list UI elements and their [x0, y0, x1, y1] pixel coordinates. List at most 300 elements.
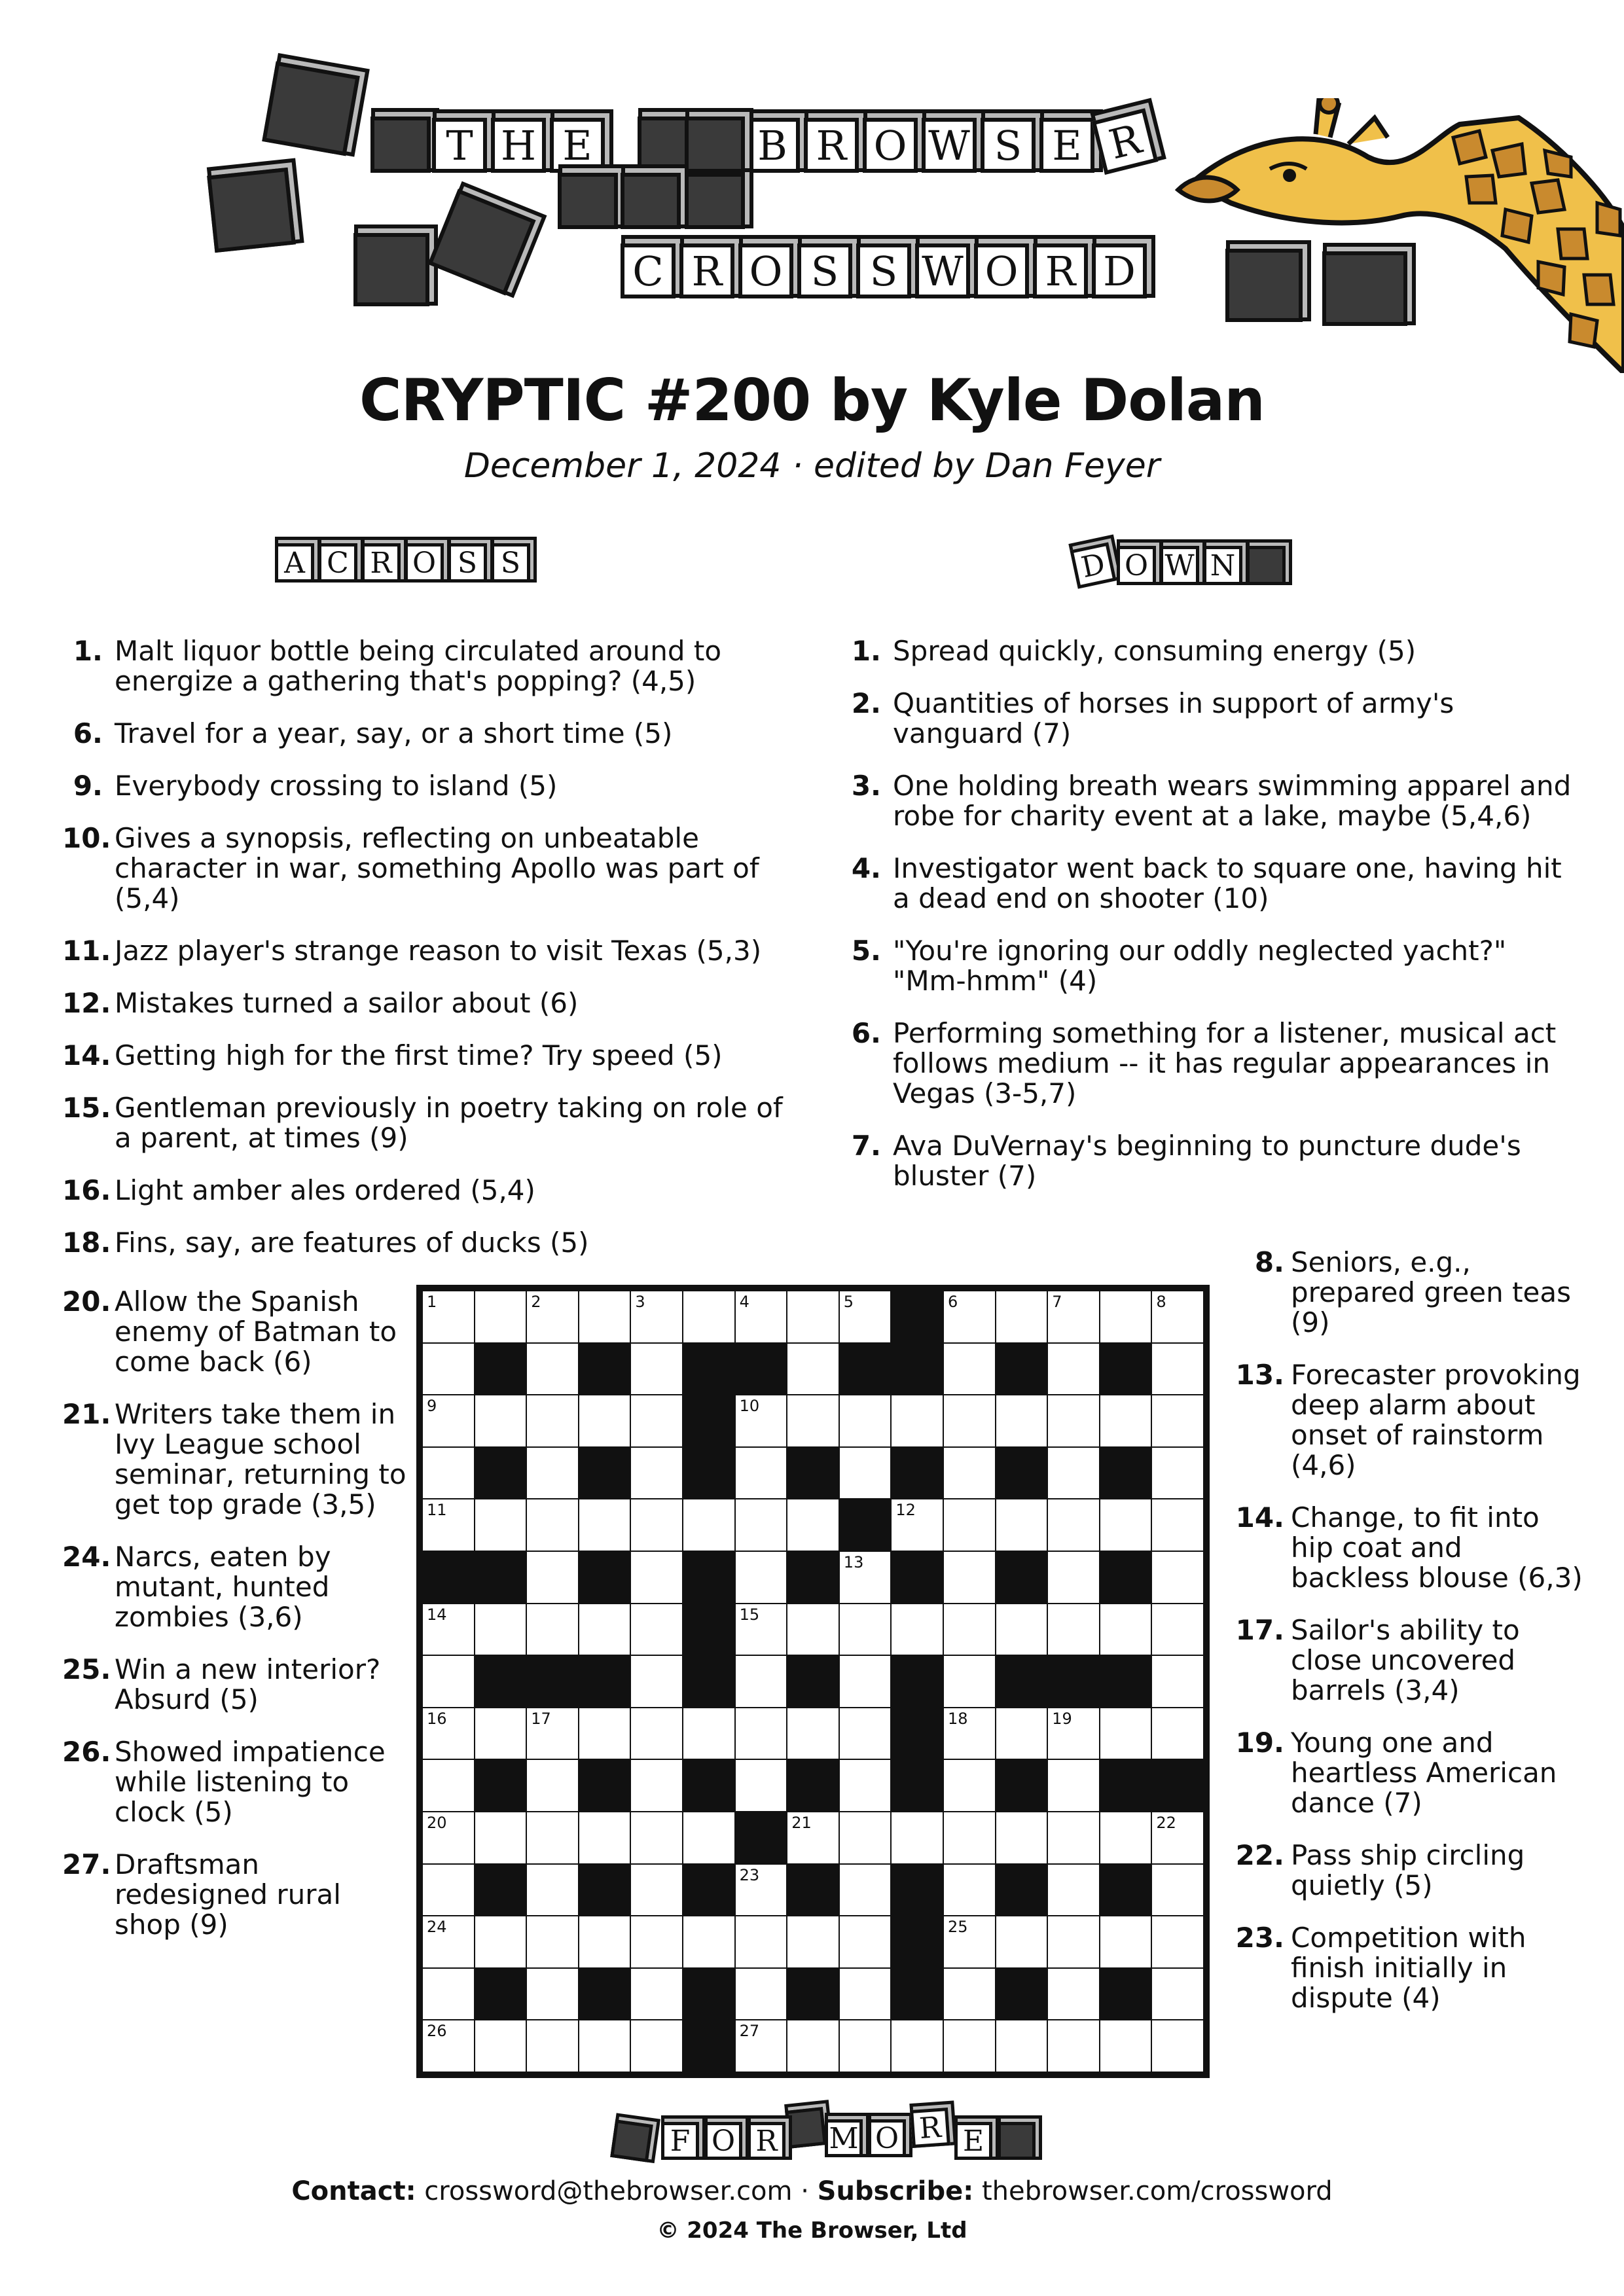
grid-cell[interactable]: [1152, 1656, 1203, 1707]
grid-cell[interactable]: [840, 1291, 891, 1342]
subscribe-link[interactable]: thebrowser.com/crossword: [982, 2176, 1333, 2206]
grid-block: [683, 1604, 734, 1655]
cell-number: 9: [427, 1397, 437, 1416]
grid-cell[interactable]: [579, 1708, 630, 1759]
grid-cell[interactable]: [1100, 1395, 1151, 1446]
grid-cell[interactable]: [1100, 1499, 1151, 1551]
clue-text: One holding breath wears swimming apparel and robe for charity event at a lake, maybe (5,4,6): [893, 770, 1572, 832]
grid-cell[interactable]: [1152, 1604, 1203, 1655]
grid-cell[interactable]: [944, 1812, 995, 1863]
grid-cell[interactable]: [892, 1604, 943, 1655]
clue-item: [62, 988, 802, 1018]
grid-cell[interactable]: [892, 1499, 943, 1551]
grid-block: [996, 1448, 1047, 1499]
grid-cell[interactable]: [475, 1812, 526, 1863]
grid-cell[interactable]: [787, 1344, 839, 1395]
clue-item: [851, 689, 1584, 749]
grid-cell[interactable]: [1048, 1760, 1099, 1811]
grid-cell[interactable]: [631, 1656, 682, 1707]
grid-cell[interactable]: [683, 1499, 734, 1551]
banner-block: [1246, 546, 1286, 585]
clue-item: [1231, 1360, 1584, 1480]
banner-block: [785, 2107, 827, 2149]
contact-email[interactable]: crossword@thebrowser.com: [424, 2176, 793, 2206]
cell-number: 4: [739, 1293, 749, 1311]
letter-tile: W: [1160, 546, 1199, 585]
grid-block: [475, 1656, 526, 1707]
grid-cell[interactable]: [631, 2020, 682, 2072]
grid-cell[interactable]: [892, 1395, 943, 1446]
grid-cell[interactable]: [423, 1760, 474, 1811]
puzzle-title: CRYPTIC #200 by Kyle Dolan: [359, 367, 1265, 434]
grid-block: [892, 1708, 943, 1759]
clue-item: [1231, 1840, 1584, 1901]
grid-cell[interactable]: [892, 1812, 943, 1863]
grid-cell[interactable]: [423, 1499, 474, 1551]
grid-cell[interactable]: [683, 1708, 734, 1759]
grid-cell[interactable]: [840, 1865, 891, 1916]
grid-cell[interactable]: [944, 1344, 995, 1395]
grid-block: [1152, 1760, 1203, 1811]
grid-cell[interactable]: [787, 1291, 839, 1342]
grid-cell[interactable]: [631, 1708, 682, 1759]
grid-cell[interactable]: [1048, 1448, 1099, 1499]
grid-cell[interactable]: [631, 1344, 682, 1395]
clue-number: 5.: [851, 935, 881, 967]
clue-number: 14.: [1235, 1501, 1284, 1534]
cell-number: 2: [531, 1293, 541, 1311]
grid-cell[interactable]: [736, 1916, 787, 1967]
grid-cell[interactable]: [1048, 1499, 1099, 1551]
clue-text: Investigator went back to square one, having hit a dead end on shooter (10): [893, 852, 1562, 914]
grid-cell[interactable]: [579, 2020, 630, 2072]
cell-number: 16: [427, 1709, 447, 1728]
grid-cell[interactable]: [631, 1916, 682, 1967]
letter-tile: O: [974, 243, 1029, 298]
clue-item: [1231, 1503, 1584, 1593]
letter-tile: B: [745, 118, 800, 173]
grid-cell[interactable]: [527, 1916, 578, 1967]
grid-cell[interactable]: [527, 1499, 578, 1551]
letter-tile: O: [704, 2122, 742, 2160]
clue-text: Fins, say, are features of ducks (5): [115, 1227, 589, 1259]
grid-cell[interactable]: [840, 1916, 891, 1967]
clue-text: Win a new interior? Absurd (5): [115, 1653, 381, 1715]
grid-cell[interactable]: [944, 1552, 995, 1603]
grid-cell[interactable]: [1100, 1812, 1151, 1863]
grid-cell[interactable]: [944, 1916, 995, 1967]
letter-tile: C: [621, 243, 676, 298]
grid-cell[interactable]: [631, 1969, 682, 2020]
grid-cell[interactable]: [1048, 1969, 1099, 2020]
banner-block: [610, 2119, 653, 2162]
grid-cell[interactable]: [683, 1291, 734, 1342]
banner-block: [370, 117, 431, 173]
grid-block: [892, 1916, 943, 1967]
grid-cell[interactable]: [1048, 1291, 1099, 1342]
grid-block: [579, 1552, 630, 1603]
grid-cell[interactable]: [944, 1395, 995, 1446]
grid-cell[interactable]: [736, 1969, 787, 2020]
grid-cell[interactable]: [787, 1916, 839, 1967]
grid-cell[interactable]: [475, 2020, 526, 2072]
grid-cell[interactable]: [527, 1865, 578, 1916]
grid-cell[interactable]: [631, 1448, 682, 1499]
letter-tile: R: [679, 243, 734, 298]
clue-number: 23.: [1235, 1922, 1284, 1954]
grid-cell[interactable]: [996, 1916, 1047, 1967]
cell-number: 25: [947, 1918, 968, 1937]
grid-cell[interactable]: [475, 1291, 526, 1342]
grid-cell[interactable]: [423, 1604, 474, 1655]
grid-cell[interactable]: [787, 2020, 839, 2072]
grid-block: [475, 1552, 526, 1603]
grid-cell[interactable]: [944, 1865, 995, 1916]
grid-cell[interactable]: [944, 1708, 995, 1759]
grid-block: [475, 1344, 526, 1395]
grid-block: [683, 1395, 734, 1446]
grid-cell[interactable]: [840, 1604, 891, 1655]
banner-block: [262, 62, 360, 156]
clue-item: [851, 636, 1584, 666]
clue-number: 17.: [1235, 1614, 1284, 1646]
clue-text: Malt liquor bottle being circulated around to energize a gathering that's popping? (4,5): [115, 635, 722, 697]
grid-cell[interactable]: [736, 1552, 787, 1603]
contact-line: [0, 2176, 1624, 2206]
grid-block: [996, 1865, 1047, 1916]
grid-cell[interactable]: [736, 1708, 787, 1759]
grid-cell[interactable]: [996, 1291, 1047, 1342]
grid-cell[interactable]: [736, 1604, 787, 1655]
grid-block: [579, 1448, 630, 1499]
grid-cell[interactable]: [1152, 1708, 1203, 1759]
grid-cell[interactable]: [944, 1499, 995, 1551]
grid-cell[interactable]: [1048, 1344, 1099, 1395]
cell-number: 17: [531, 1709, 551, 1728]
grid-block: [787, 1865, 839, 1916]
grid-cell[interactable]: [631, 1604, 682, 1655]
grid-cell[interactable]: [944, 1604, 995, 1655]
grid-cell[interactable]: [944, 1656, 995, 1707]
grid-cell[interactable]: [840, 1656, 891, 1707]
grid-cell[interactable]: [1152, 1865, 1203, 1916]
grid-cell[interactable]: [736, 1499, 787, 1551]
clue-number: 2.: [851, 687, 881, 719]
grid-cell[interactable]: [631, 1499, 682, 1551]
grid-block: [892, 1291, 943, 1342]
grid-block: [996, 1760, 1047, 1811]
grid-cell[interactable]: [996, 1395, 1047, 1446]
grid-cell[interactable]: [631, 1552, 682, 1603]
grid-cell[interactable]: [423, 1812, 474, 1863]
letter-tile: H: [491, 118, 546, 173]
grid-block: [683, 1865, 734, 1916]
grid-cell[interactable]: [736, 1760, 787, 1811]
grid-block: [475, 1448, 526, 1499]
clue-item: [62, 1850, 416, 1940]
grid-cell[interactable]: [579, 1604, 630, 1655]
grid-cell[interactable]: [1152, 1448, 1203, 1499]
grid-cell[interactable]: [527, 1395, 578, 1446]
grid-cell[interactable]: [736, 1448, 787, 1499]
grid-cell[interactable]: [1048, 1604, 1099, 1655]
clue-text: Gentleman previously in poetry taking on role of a parent, at times (9): [115, 1092, 783, 1154]
grid-cell[interactable]: [736, 1865, 787, 1916]
clue-text: Travel for a year, say, or a short time (5): [115, 717, 673, 749]
grid-cell[interactable]: [1152, 1499, 1203, 1551]
grid-cell[interactable]: [840, 2020, 891, 2072]
grid-cell[interactable]: [527, 1969, 578, 2020]
clue-number: 24.: [62, 1541, 111, 1573]
clue-text: Jazz player's strange reason to visit Texas (5,3): [115, 935, 762, 967]
grid-cell[interactable]: [736, 1395, 787, 1446]
banner-block: [207, 168, 296, 253]
letter-tile: E: [954, 2122, 992, 2160]
grid-cell[interactable]: [1100, 2020, 1151, 2072]
clue-number: 15.: [62, 1092, 111, 1124]
grid-block: [787, 1448, 839, 1499]
grid-cell[interactable]: [579, 1812, 630, 1863]
grid-block: [683, 1552, 734, 1603]
grid-cell[interactable]: [787, 1812, 839, 1863]
grid-cell[interactable]: [1152, 1395, 1203, 1446]
grid-block: [892, 1865, 943, 1916]
clue-text: Writers take them in Ivy League school seminar, returning to get top grade (3,5): [115, 1398, 406, 1520]
grid-cell[interactable]: [423, 1969, 474, 2020]
clue-text: Sailor's ability to close uncovered barrels (3,4): [1291, 1614, 1520, 1706]
clue-item: [62, 1228, 802, 1258]
clue-item: [62, 636, 802, 696]
clue-item: [1231, 1923, 1584, 2013]
grid-cell[interactable]: [840, 1395, 891, 1446]
grid-cell[interactable]: [579, 1291, 630, 1342]
clue-number: 6.: [851, 1017, 881, 1049]
grid-cell[interactable]: [1048, 1552, 1099, 1603]
grid-cell[interactable]: [423, 1916, 474, 1967]
clue-item: [62, 1737, 416, 1827]
grid-block: [1100, 1552, 1151, 1603]
clue-item: [62, 1655, 416, 1715]
grid-cell[interactable]: [996, 1499, 1047, 1551]
grid-cell[interactable]: [527, 1291, 578, 1342]
grid-cell[interactable]: [527, 1708, 578, 1759]
clue-text: Showed impatience while listening to clock (5): [115, 1736, 386, 1828]
cell-number: 8: [1156, 1293, 1166, 1311]
clue-text: Young one and heartless American dance (7): [1291, 1727, 1557, 1819]
subscribe-label: Subscribe:: [817, 2176, 974, 2206]
grid-block: [579, 1656, 630, 1707]
grid-cell[interactable]: [1152, 1552, 1203, 1603]
letter-tile: S: [448, 543, 487, 583]
cell-number: 22: [1156, 1813, 1176, 1832]
cell-number: 11: [427, 1501, 447, 1520]
letter-tile: R: [361, 543, 401, 583]
grid-block: [1048, 1656, 1099, 1707]
grid-cell[interactable]: [423, 1344, 474, 1395]
grid-cell[interactable]: [1100, 1708, 1151, 1759]
grid-block: [579, 1969, 630, 2020]
grid-cell[interactable]: [683, 1812, 734, 1863]
grid-cell[interactable]: [1100, 1291, 1151, 1342]
grid-cell[interactable]: [475, 1604, 526, 1655]
grid-cell[interactable]: [944, 1760, 995, 1811]
for-more-banner: [602, 2102, 1021, 2168]
grid-cell[interactable]: [787, 1604, 839, 1655]
clue-item: [851, 1018, 1584, 1109]
clue-number: 1.: [73, 635, 103, 667]
grid-cell[interactable]: [579, 1916, 630, 1967]
grid-cell[interactable]: [996, 2020, 1047, 2072]
letter-tile: O: [863, 118, 918, 173]
clue-text: Forecaster provoking deep alarm about onset of rainstorm (4,6): [1291, 1359, 1581, 1481]
grid-cell[interactable]: [840, 1969, 891, 2020]
grid-cell[interactable]: [944, 2020, 995, 2072]
grid-block: [787, 1552, 839, 1603]
grid-block: [892, 1344, 943, 1395]
grid-cell[interactable]: [527, 2020, 578, 2072]
letter-tile: M: [825, 2119, 863, 2157]
grid-block: [892, 1656, 943, 1707]
grid-cell[interactable]: [1048, 1812, 1099, 1863]
grid-cell[interactable]: [423, 2020, 474, 2072]
grid-cell[interactable]: [840, 1760, 891, 1811]
grid-cell[interactable]: [527, 1448, 578, 1499]
banner-block: [558, 173, 618, 229]
clue-number: 4.: [851, 852, 881, 884]
grid-cell[interactable]: [423, 1708, 474, 1759]
grid-block: [787, 1656, 839, 1707]
grid-cell[interactable]: [1048, 2020, 1099, 2072]
grid-cell[interactable]: [527, 1760, 578, 1811]
grid-cell[interactable]: [1152, 1291, 1203, 1342]
clue-number: 12.: [62, 987, 111, 1019]
grid-cell[interactable]: [475, 1916, 526, 1967]
grid-cell[interactable]: [892, 2020, 943, 2072]
grid-cell[interactable]: [423, 1865, 474, 1916]
grid-cell[interactable]: [736, 2020, 787, 2072]
grid-cell[interactable]: [631, 1812, 682, 1863]
clue-text: "You're ignoring our oddly neglected yacht?" "Mm-hmm" (4): [893, 935, 1507, 997]
grid-cell[interactable]: [1152, 1344, 1203, 1395]
cell-number: 20: [427, 1813, 447, 1832]
grid-block: [579, 1760, 630, 1811]
grid-cell[interactable]: [423, 1656, 474, 1707]
cell-number: 5: [843, 1293, 854, 1311]
grid-cell[interactable]: [475, 1395, 526, 1446]
clue-item: [62, 1542, 416, 1632]
grid-block: [736, 1812, 787, 1863]
clue-item: [62, 1093, 802, 1153]
grid-cell[interactable]: [1100, 1604, 1151, 1655]
letter-tile: W: [922, 118, 977, 173]
grid-cell[interactable]: [787, 1708, 839, 1759]
clue-number: 21.: [62, 1398, 111, 1430]
grid-cell[interactable]: [475, 1708, 526, 1759]
grid-cell[interactable]: [996, 1708, 1047, 1759]
clue-number: 14.: [62, 1039, 111, 1071]
grid-cell[interactable]: [527, 1552, 578, 1603]
grid-cell[interactable]: [944, 1291, 995, 1342]
clue-number: 6.: [73, 717, 103, 749]
grid-cell[interactable]: [423, 1448, 474, 1499]
letter-tile: O: [1117, 546, 1156, 585]
grid-cell[interactable]: [944, 1969, 995, 2020]
grid-cell[interactable]: [996, 1812, 1047, 1863]
grid-block: [1100, 1344, 1151, 1395]
grid-block: [1100, 1760, 1151, 1811]
cell-number: 15: [739, 1605, 760, 1624]
clue-number: 22.: [1235, 1839, 1284, 1871]
cell-number: 26: [427, 2022, 447, 2041]
down-header: [1074, 533, 1335, 598]
grid-cell[interactable]: [527, 1812, 578, 1863]
clue-number: 27.: [62, 1848, 111, 1880]
grid-cell[interactable]: [1048, 1916, 1099, 1967]
grid-cell[interactable]: [1048, 1708, 1099, 1759]
grid-cell[interactable]: [840, 1708, 891, 1759]
grid-cell[interactable]: [840, 1448, 891, 1499]
cell-number: 7: [1052, 1293, 1062, 1311]
cell-number: 3: [635, 1293, 645, 1311]
grid-cell[interactable]: [579, 1499, 630, 1551]
grid-cell[interactable]: [1152, 1969, 1203, 2020]
clue-item: [62, 1287, 416, 1377]
grid-cell[interactable]: [631, 1291, 682, 1342]
grid-cell[interactable]: [683, 1916, 734, 1967]
grid-cell[interactable]: [787, 1499, 839, 1551]
grid-cell[interactable]: [475, 1499, 526, 1551]
grid-cell[interactable]: [527, 1604, 578, 1655]
grid-cell[interactable]: [1152, 1916, 1203, 1967]
grid-cell[interactable]: [840, 1552, 891, 1603]
grid-cell[interactable]: [736, 1656, 787, 1707]
clue-number: 26.: [62, 1736, 111, 1768]
letter-tile: R: [1092, 108, 1159, 175]
letter-tile: R: [1033, 243, 1088, 298]
grid-cell[interactable]: [1152, 1812, 1203, 1863]
grid-cell[interactable]: [787, 1395, 839, 1446]
grid-cell[interactable]: [736, 1291, 787, 1342]
grid-cell[interactable]: [527, 1344, 578, 1395]
cell-number: 13: [843, 1552, 864, 1571]
grid-cell[interactable]: [944, 1448, 995, 1499]
grid-cell[interactable]: [423, 1291, 474, 1342]
grid-cell[interactable]: [840, 1812, 891, 1863]
grid-block: [996, 1969, 1047, 2020]
grid-cell[interactable]: [579, 1395, 630, 1446]
cell-number: 6: [947, 1293, 958, 1311]
grid-cell[interactable]: [631, 1395, 682, 1446]
grid-cell[interactable]: [631, 1865, 682, 1916]
grid-block: [683, 1656, 734, 1707]
grid-cell[interactable]: [1048, 1395, 1099, 1446]
grid-cell[interactable]: [423, 1395, 474, 1446]
grid-cell[interactable]: [1048, 1865, 1099, 1916]
crossword-banner: [0, 0, 1624, 367]
grid-block: [1100, 1448, 1151, 1499]
clue-text: Quantities of horses in support of army's vanguard (7): [893, 687, 1454, 749]
letter-tile: C: [318, 543, 357, 583]
clue-item: [62, 936, 802, 966]
grid-cell[interactable]: [1100, 1916, 1151, 1967]
clue-text: Performing something for a listener, musical act follows medium -- it has regular appearances in Vegas (3-5,7): [893, 1017, 1557, 1109]
grid-cell[interactable]: [1152, 2020, 1203, 2072]
banner-block: [353, 233, 429, 306]
clue-text: Getting high for the first time? Try speed (5): [115, 1039, 723, 1071]
grid-cell[interactable]: [996, 1604, 1047, 1655]
grid-block: [892, 1760, 943, 1811]
grid-cell[interactable]: [631, 1760, 682, 1811]
